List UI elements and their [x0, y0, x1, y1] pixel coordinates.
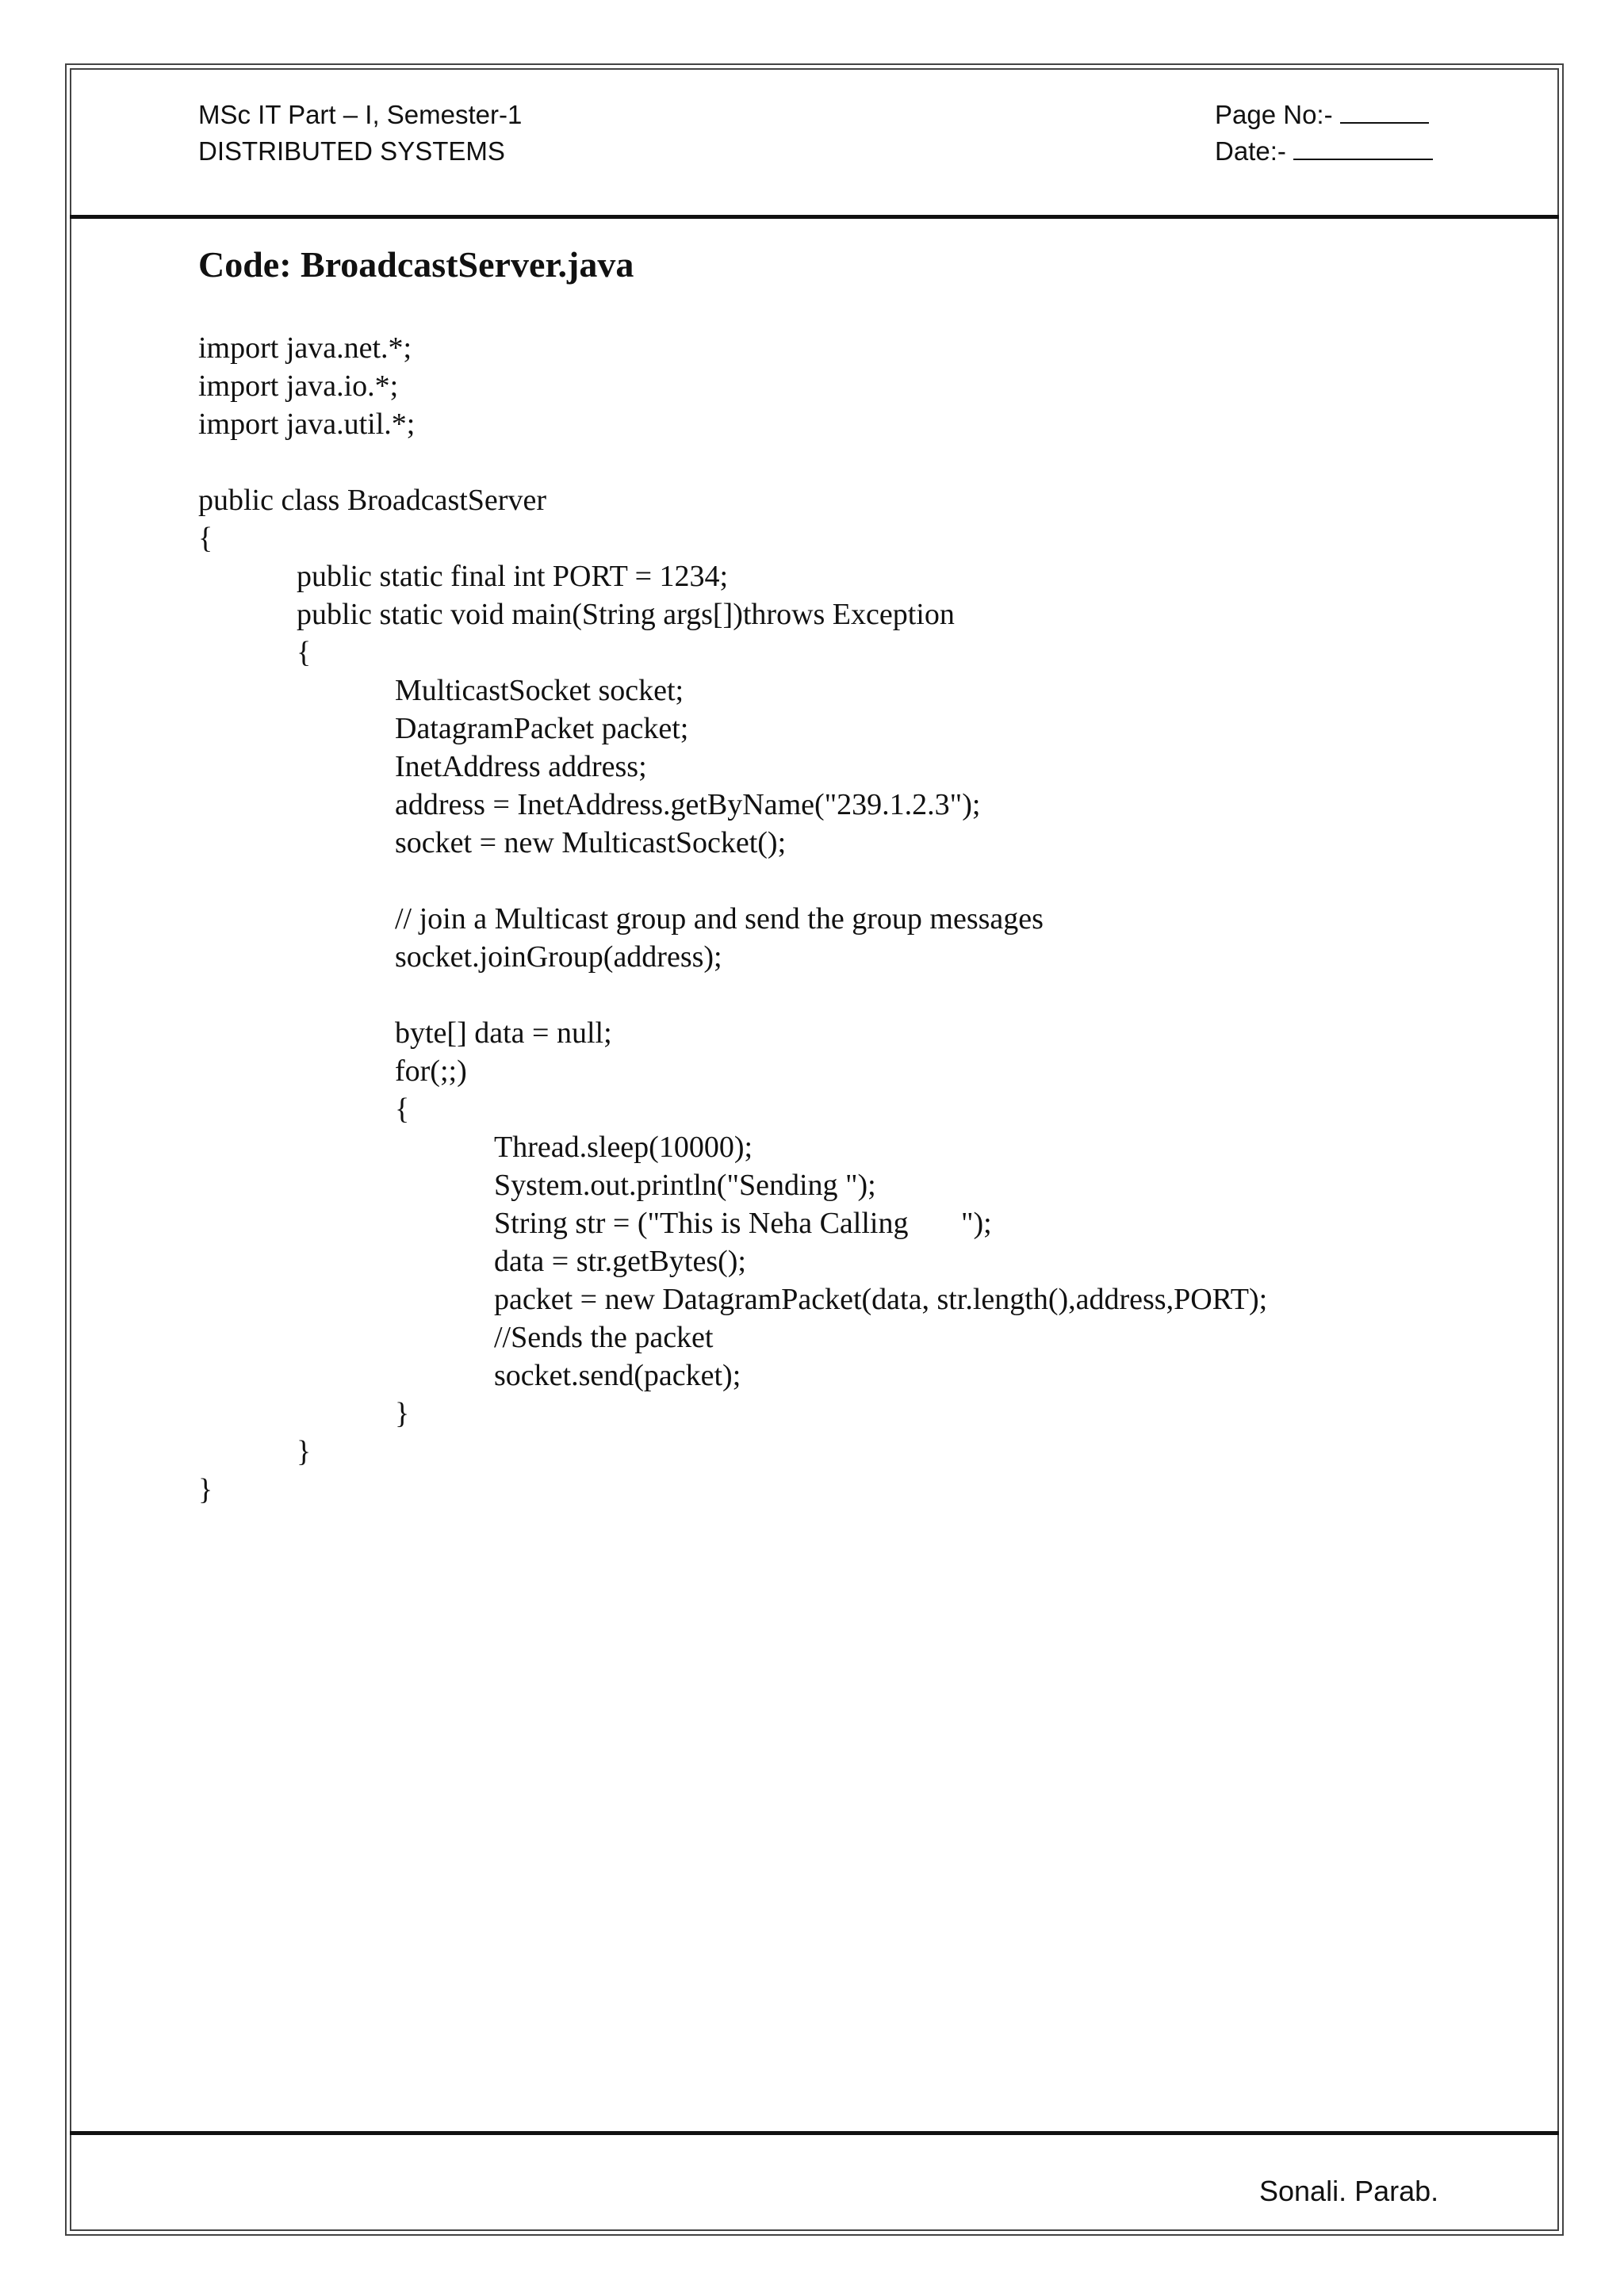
code-line: DatagramPacket packet; — [395, 712, 689, 745]
page-no-label: Page No:- — [1215, 100, 1333, 129]
header-course-info — [198, 97, 522, 170]
code-line: } — [297, 1435, 312, 1468]
blank-line — [198, 443, 1267, 481]
date-label: Date:- — [1215, 136, 1286, 166]
document-title: Code: BroadcastServer.java — [198, 244, 634, 285]
code-listing — [198, 329, 1267, 1509]
date-field — [1215, 133, 1433, 170]
code-line: public static final int PORT = 1234; — [297, 560, 729, 593]
page-no-blank — [1340, 98, 1429, 124]
blank-line — [198, 976, 1267, 1014]
code-line: import java.net.*; — [198, 331, 412, 365]
code-line: Thread.sleep(10000); — [494, 1131, 753, 1164]
code-line: import java.io.*; — [198, 369, 399, 403]
code-line: byte[] data = null; — [395, 1016, 612, 1050]
code-line: InetAddress address; — [395, 750, 647, 783]
subject-label: DISTRIBUTED SYSTEMS — [198, 136, 505, 166]
page-no-field — [1215, 97, 1433, 133]
date-blank — [1293, 135, 1433, 160]
code-line: MulticastSocket socket; — [395, 674, 684, 707]
code-line: public static void main(String args[])throws Exception — [297, 598, 955, 631]
footer-author: Sonali. Parab. — [1259, 2175, 1439, 2207]
code-line: for(;;) — [395, 1054, 467, 1088]
code-line: packet = new DatagramPacket(data, str.length(),address,PORT); — [494, 1283, 1268, 1316]
course-label: MSc IT Part – I, Semester-1 — [198, 100, 523, 129]
code-line: { — [297, 636, 312, 669]
code-line: address = InetAddress.getByName("239.1.2.3"); — [395, 788, 981, 821]
code-line: public class BroadcastServer — [198, 484, 546, 517]
code-line: socket.joinGroup(address); — [395, 940, 722, 974]
code-comment-line: // join a Multicast group and send the group messages — [395, 902, 1044, 936]
code-line: { — [395, 1093, 410, 1126]
header-page-info — [1215, 97, 1433, 170]
code-line: socket.send(packet); — [494, 1359, 741, 1392]
code-line: import java.util.*; — [198, 408, 416, 441]
header-divider — [70, 215, 1559, 219]
code-line: data = str.getBytes(); — [494, 1245, 746, 1278]
code-line: { — [198, 522, 213, 555]
code-line: } — [395, 1397, 410, 1430]
footer-divider — [70, 2131, 1559, 2135]
code-line: } — [198, 1473, 213, 1506]
blank-line — [198, 862, 1267, 900]
code-line: socket = new MulticastSocket(); — [395, 826, 787, 859]
code-comment-line: //Sends the packet — [494, 1321, 714, 1354]
code-line: System.out.println("Sending "); — [494, 1169, 876, 1202]
code-line: String str = ("This is Neha Calling "); — [494, 1207, 992, 1240]
